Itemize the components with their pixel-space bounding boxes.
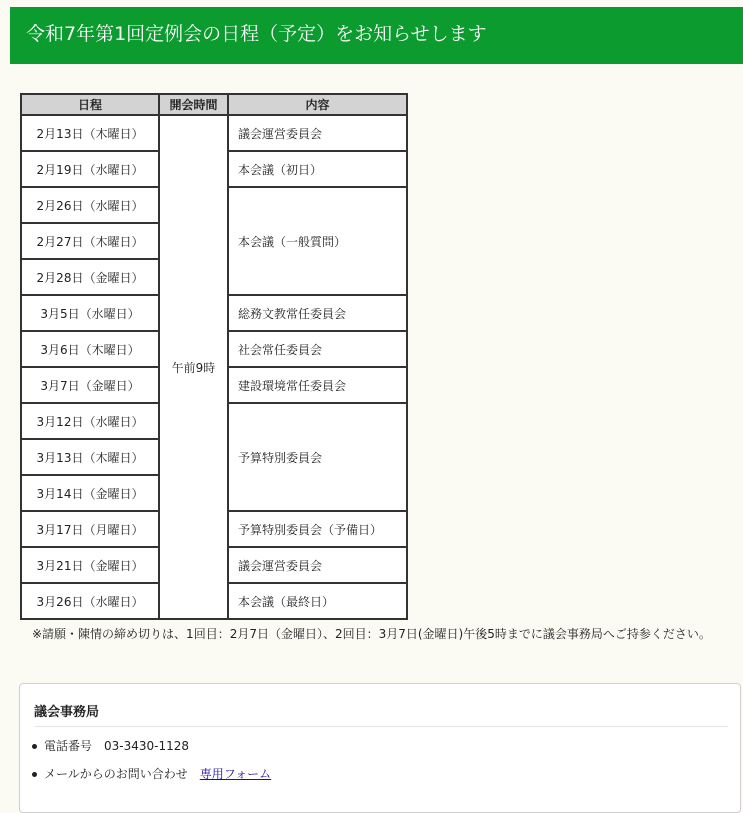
content-cell: 議会運営委員会 [228, 547, 407, 583]
header-date: 日程 [21, 94, 159, 115]
date-cell: 2月26日（水曜日） [21, 187, 159, 223]
date-cell: 2月28日（金曜日） [21, 259, 159, 295]
content-cell: 本会議（最終日） [228, 583, 407, 619]
content-cell: 総務文教常任委員会 [228, 295, 407, 331]
bullet-icon [32, 772, 37, 777]
date-cell: 3月13日（木曜日） [21, 439, 159, 475]
time-cell: 午前9時 [159, 115, 228, 619]
date-cell: 2月27日（木曜日） [21, 223, 159, 259]
bullet-icon [32, 744, 37, 749]
date-cell: 3月12日（水曜日） [21, 403, 159, 439]
contact-mail-item [32, 764, 271, 792]
date-cell: 3月17日（月曜日） [21, 511, 159, 547]
content-cell: 本会議（初日） [228, 151, 407, 187]
content-cell: 議会運営委員会 [228, 115, 407, 151]
header-content: 内容 [228, 94, 407, 115]
date-cell: 3月21日（金曜日） [21, 547, 159, 583]
date-cell: 3月7日（金曜日） [21, 367, 159, 403]
content-cell: 社会常任委員会 [228, 331, 407, 367]
table-header-row [21, 94, 407, 115]
content-cell: 予算特別委員会 [228, 403, 407, 511]
date-cell: 2月19日（水曜日） [21, 151, 159, 187]
content-cell: 本会議（一般質問） [228, 187, 407, 295]
schedule-table [20, 93, 408, 620]
date-cell: 3月14日（金曜日） [21, 475, 159, 511]
contact-title: 議会事務局 [34, 705, 100, 720]
contact-form-link[interactable]: 専用フォーム [199, 767, 272, 781]
header-time: 開会時間 [159, 94, 228, 115]
date-cell: 3月6日（木曜日） [21, 331, 159, 367]
date-cell: 2月13日（木曜日） [21, 115, 159, 151]
page-title: 令和7年第1回定例会の日程（予定）をお知らせします [26, 23, 487, 45]
content-cell: 建設環境常任委員会 [228, 367, 407, 403]
table-row [21, 115, 407, 151]
content-cell: 予算特別委員会（予備日） [228, 511, 407, 547]
deadline-note: ※請願・陳情の締め切りは、1回目：2月7日（金曜日）、2回目：3月7日(金曜日)午後5時までに議会事務局へご持参ください。 [32, 627, 711, 641]
contact-divider [34, 726, 728, 727]
date-cell: 3月26日（水曜日） [21, 583, 159, 619]
date-cell: 3月5日（水曜日） [21, 295, 159, 331]
contact-phone-item [32, 736, 271, 764]
phone-number: 03-3430-1128 [104, 739, 190, 753]
contact-list [32, 736, 271, 792]
phone-label: 電話番号 [44, 739, 93, 753]
page-header [10, 7, 743, 64]
mail-label: メールからのお問い合わせ [44, 767, 188, 781]
